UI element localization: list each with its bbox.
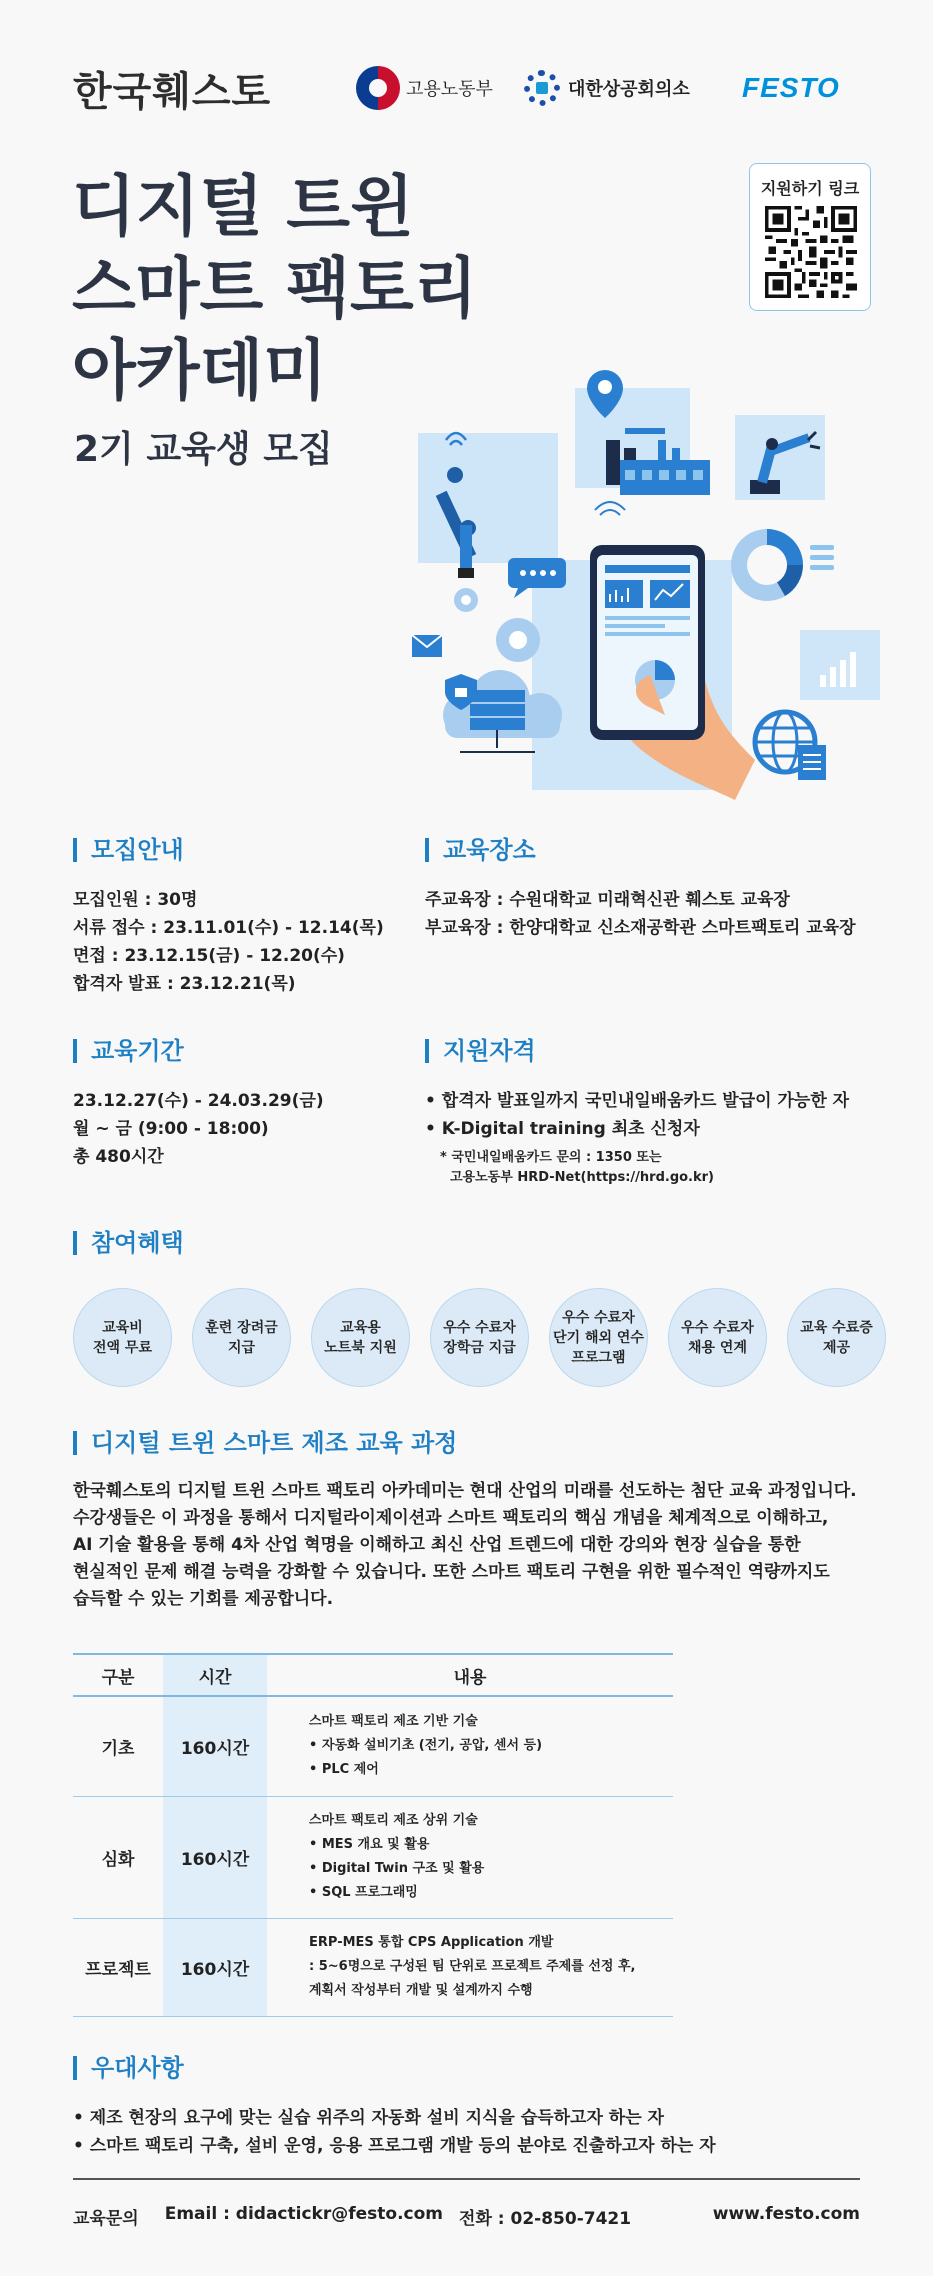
table-row	[73, 1796, 673, 1918]
globe-icon	[755, 712, 826, 780]
moel-label: 고용노동부	[406, 79, 493, 100]
content-line: 계획서 작성부터 개발 및 설계까지 수행	[309, 1983, 533, 1998]
eligibility-note	[440, 1148, 714, 1188]
period-total: 총 480시간	[73, 1147, 164, 1167]
title-line-2: 스마트 팩토리	[72, 250, 478, 327]
kcci-logo	[524, 70, 690, 106]
benefit-certificate: 교육 수료증 제공	[787, 1288, 886, 1387]
row-time: 160시간	[163, 1796, 267, 1918]
footer-website-link[interactable]: www.festo.com	[712, 2204, 860, 2224]
qr-code-icon[interactable]	[765, 206, 857, 298]
header-content: 내용	[267, 1654, 673, 1696]
smart-factory-illustration	[410, 360, 890, 800]
benefits-heading: 참여혜택	[73, 1231, 184, 1255]
benefit-tuition-free: 교육비 전액 무료	[73, 1288, 172, 1387]
moel-emblem-icon	[356, 66, 400, 110]
eligibility-item: • 합격자 발표일까지 국민내일배움카드 발급이 가능한 자	[425, 1091, 850, 1111]
gear-icon	[454, 588, 540, 662]
period-hours: 월 ~ 금 (9:00 - 18:00)	[73, 1119, 269, 1139]
content-line: 스마트 팩토리 제조 상위 기술	[309, 1813, 478, 1828]
header-level: 구분	[73, 1654, 163, 1696]
row-time: 160시간	[163, 1918, 267, 2016]
preference-heading: 우대사항	[73, 2056, 184, 2080]
recruit-count: 모집인원 : 30명	[73, 890, 198, 910]
content-line: • SQL 프로그래밍	[309, 1885, 418, 1900]
eligibility-note-line-2: 고용노동부 HRD-Net(https://hrd.go.kr)	[450, 1170, 714, 1185]
kcci-label: 대한상공회의소	[568, 79, 690, 100]
eligibility-note-line-1: * 국민내일배움카드 문의 : 1350 또는	[440, 1150, 662, 1165]
table-row	[73, 1918, 673, 2016]
row-level: 기초	[73, 1696, 163, 1796]
footer	[73, 2204, 860, 2229]
row-level: 프로젝트	[73, 1918, 163, 2016]
row-content	[267, 1696, 673, 1796]
content-line: 스마트 팩토리 제조 기반 기술	[309, 1714, 478, 1730]
title-line-3: 아카데미	[72, 332, 328, 409]
recruit-application: 서류 접수 : 23.11.01(수) - 12.14(목)	[73, 918, 384, 938]
footer-divider	[73, 2178, 860, 2180]
curriculum-table	[73, 1653, 673, 2017]
preference-list	[73, 2104, 716, 2160]
benefit-training-allowance: 훈련 장려금 지급	[192, 1288, 291, 1387]
table-row	[73, 1696, 673, 1796]
footer-email-link[interactable]: Email : didactickr@festo.com	[164, 2204, 444, 2224]
benefits-list	[73, 1288, 886, 1387]
benefit-scholarship: 우수 수료자 장학금 지급	[430, 1288, 529, 1387]
content-line: • MES 개요 및 활용	[309, 1837, 430, 1852]
row-content	[267, 1796, 673, 1918]
kcci-emblem-icon	[524, 70, 560, 106]
content-line: • PLC 제어	[309, 1762, 379, 1778]
location-main: 주교육장 : 수원대학교 미래혁신관 훼스토 교육장	[425, 890, 790, 910]
row-time: 160시간	[163, 1696, 267, 1796]
footer-phone[interactable]: 전화 : 02-850-7421	[459, 2209, 632, 2229]
moel-logo	[356, 66, 493, 110]
benefit-hiring: 우수 수료자 채용 연계	[668, 1288, 767, 1387]
content-line: • Digital Twin 구조 및 활용	[309, 1861, 485, 1876]
eligibility-heading: 지원자격	[425, 1039, 536, 1063]
table-header-row	[73, 1654, 673, 1696]
row-level: 심화	[73, 1796, 163, 1918]
preference-item: • 스마트 팩토리 구축, 설비 운영, 응용 프로그램 개발 등의 분야로 진출하고자 하는 자	[73, 2136, 716, 2156]
recruit-info	[73, 886, 384, 998]
period-heading: 교육기간	[73, 1039, 184, 1063]
content-line: • 자동화 설비기초 (전기, 공압, 센서 등)	[309, 1738, 543, 1754]
title-line-1: 디지털 트윈	[72, 168, 414, 245]
menu-lines-icon	[810, 545, 834, 570]
location-info	[425, 886, 856, 942]
brand-name: 한국훼스토	[73, 69, 272, 115]
mail-icon	[412, 635, 442, 657]
preference-item: • 제조 현장의 요구에 맞는 실습 위주의 자동화 설비 지식을 습득하고자 하는 자	[73, 2108, 664, 2128]
qr-label: 지원하기 링크	[760, 179, 860, 198]
benefit-laptop: 교육용 노트북 지원	[311, 1288, 410, 1387]
donut-chart-icon	[731, 529, 803, 601]
content-line: : 5~6명으로 구성된 팀 단위로 프로젝트 주제를 선정 후,	[309, 1959, 636, 1974]
footer-label: 교육문의	[73, 2209, 139, 2229]
festo-logo: FESTO	[742, 72, 840, 103]
header-time: 시간	[163, 1654, 267, 1696]
period-dates: 23.12.27(수) - 24.03.29(금)	[73, 1091, 324, 1111]
page-subtitle: 2기 교육생 모집	[74, 429, 333, 470]
eligibility-item: • K-Digital training 최초 신청자	[425, 1119, 700, 1139]
benefit-overseas-program: 우수 수료자 단기 해외 연수 프로그램	[549, 1288, 648, 1387]
period-info	[73, 1087, 324, 1171]
eligibility-info	[425, 1087, 849, 1143]
course-description: 한국훼스토의 디지털 트윈 스마트 팩토리 아카데미는 현대 산업의 미래를 선도하는 첨단 교육 과정입니다. 수강생들은 이 과정을 통해서 디지털라이제이션과 스마트 팩토리의 핵심 개념을 체계적으로 이해하고, AI 기술 활용을 통해 4차 산업 혁명을 이해하고 최신 산업 트렌드에 대한 강의와 현장 실습을 통한 현실적인 문제 해결 능력을 강화할 수 있습니다. 또한 스마트 팩토리 구현을 위한 필수적인 역량까지도 습득할 수 있는 기회를 제공합니다.	[73, 1481, 857, 1609]
qr-apply-link[interactable]	[749, 163, 871, 311]
recruit-heading: 모집안내	[73, 838, 184, 862]
recruit-announcement: 합격자 발표 : 23.12.21(목)	[73, 974, 296, 994]
recruit-interview: 면접 : 23.12.15(금) - 12.20(수)	[73, 946, 345, 966]
course-heading: 디지털 트윈 스마트 제조 교육 과정	[73, 1431, 457, 1455]
row-content	[267, 1918, 673, 2016]
location-sub: 부교육장 : 한양대학교 신소재공학관 스마트팩토리 교육장	[425, 918, 856, 938]
content-line: ERP-MES 통합 CPS Application 개발	[309, 1935, 554, 1950]
location-heading: 교육장소	[425, 838, 536, 862]
